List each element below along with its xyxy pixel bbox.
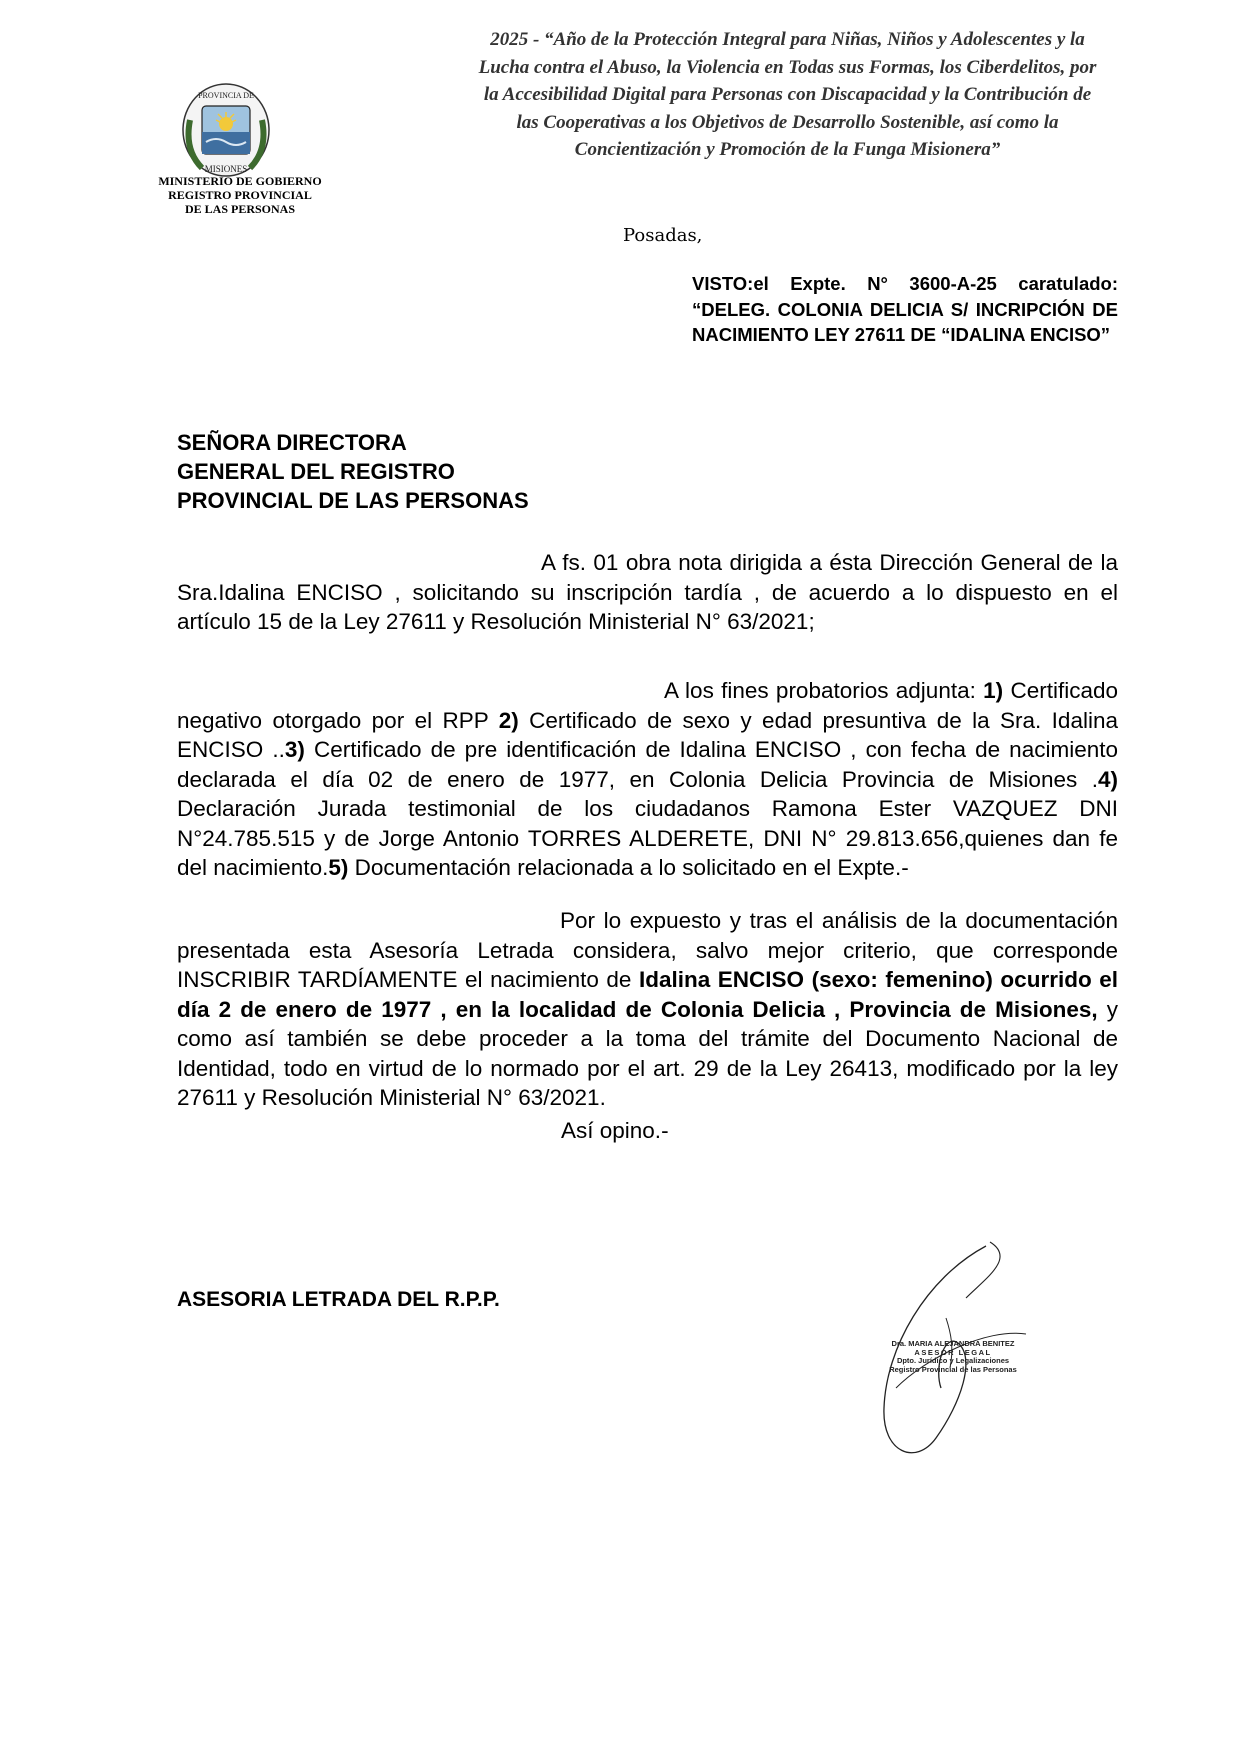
stamp-line: Dpto. Jurídico y Legalizaciones: [896, 1356, 1010, 1365]
paragraph-2: [177, 676, 1118, 883]
provincial-seal: [180, 80, 272, 180]
addressee-line: PROVINCIAL DE LAS PERSONAS: [177, 488, 529, 513]
place-date: Posadas,: [623, 225, 703, 246]
motto-line: Concientización y Promoción de la Funga Misionera”: [574, 139, 1001, 160]
addressee: [177, 428, 529, 515]
paragraph-3-bold: Idalina ENCISO (sexo: femenino) ocurrido el día 2 de enero de 1977 , en la localidad de Colonia Delicia , Provincia de Misiones,: [177, 967, 1118, 1022]
official-stamp: [868, 1340, 1038, 1374]
visto-block: VISTO:el Expte. N° 3600-A-25 caratulado: “DELEG. COLONIA DELICIA S/ INCRIPCIÓN DE NACIMIENTO LEY 27611 DE “IDALINA ENCISO”: [692, 273, 1118, 345]
ministry-line: MINISTERIO DE GOBIERNO: [158, 174, 322, 188]
item-number: 4): [1097, 766, 1118, 792]
item-number: 2): [498, 707, 519, 733]
item-text: Declaración Jurada testimonial de los ciudadanos Ramona Ester VAZQUEZ DNI N°24.785.515 y de Jorge Antonio TORRES ALDERETE, DNI N° 29.813.656,quienes dan fe del nacimiento.: [177, 796, 1118, 880]
paragraph-1-text: A fs. 01 obra nota dirigida a ésta Dirección General de la Sra.Idalina ENCISO , solicitando su inscripción tardía , de acuerdo a lo dispuesto en el artículo 15 de la Ley 27611 y Resolución Ministerial N° 63/2021;: [177, 550, 1118, 634]
ministry-heading: [150, 174, 330, 216]
paragraph-3-text: Por lo expuesto y tras el análisis de la documentación presentada esta Asesoría Letrada considera, salvo mejor criterio, que corresponde INSCRIBIR TARDÍAMENTE el nacimiento de: [177, 908, 1118, 992]
ministry-line: DE LAS PERSONAS: [184, 202, 296, 216]
addressee-line: GENERAL DEL REGISTRO: [177, 459, 455, 484]
motto-line: Lucha contra el Abuso, la Violencia en Todas sus Formas, los Ciberdelitos, por: [478, 56, 1097, 78]
item-text: Certificado de pre identificación de Idalina ENCISO , con fecha de nacimiento declarada el día 02 de enero de 1977, en Colonia Delicia Provincia de Misiones .: [177, 737, 1118, 792]
item-text: Certificado negativo otorgado por el RPP: [177, 678, 1118, 733]
item-text: Certificado de sexo y edad presuntiva de la Sra. Idalina ENCISO ..: [177, 707, 1118, 762]
stamp-line: ASESOR LEGAL: [914, 1347, 992, 1357]
paragraph-3-text-end: y como así también se debe proceder a la toma del trámite del Documento Nacional de Identidad, todo en virtud de lo normado por el art. 29 de la Ley 26413, modificado por la ley 27611 y Resolución Ministerial N° 63/2021.: [177, 996, 1118, 1110]
year-motto: [430, 26, 1145, 164]
addressee-line: SEÑORA DIRECTORA: [177, 430, 407, 455]
seal-text-top: PROVINCIA DE: [198, 91, 254, 100]
paragraph-3: [177, 906, 1118, 1113]
motto-line: la Accesibilidad Digital para Personas con Discapacidad y la Contribución de: [483, 84, 1092, 105]
paragraph-1: [177, 548, 1118, 637]
signature-block-title: ASESORIA LETRADA DEL R.P.P.: [177, 1288, 500, 1311]
paragraph-2-intro: A los fines probatorios adjunta:: [664, 678, 984, 703]
item-text: Documentación relacionada a lo solicitado en el Expte.-: [348, 855, 909, 880]
item-number: 1): [983, 678, 1004, 703]
closing-phrase: Así opino.-: [561, 1118, 669, 1143]
stamp-line: Dra. MARIA ALEJANDRA BENITEZ: [891, 1339, 1015, 1348]
motto-line: 2025 - “Año de la Protección Integral para Niñas, Niños y Adolescentes y la: [490, 29, 1085, 50]
ministry-line: REGISTRO PROVINCIAL: [168, 188, 312, 202]
item-number: 5): [328, 855, 349, 880]
seal-text-bottom: MISIONES: [204, 164, 248, 174]
item-number: 3): [284, 737, 305, 762]
motto-line: las Cooperativas a los Objetivos de Desarrollo Sostenible, así como la: [516, 111, 1059, 133]
stamp-line: Registro Provincial de las Personas: [889, 1364, 1017, 1374]
